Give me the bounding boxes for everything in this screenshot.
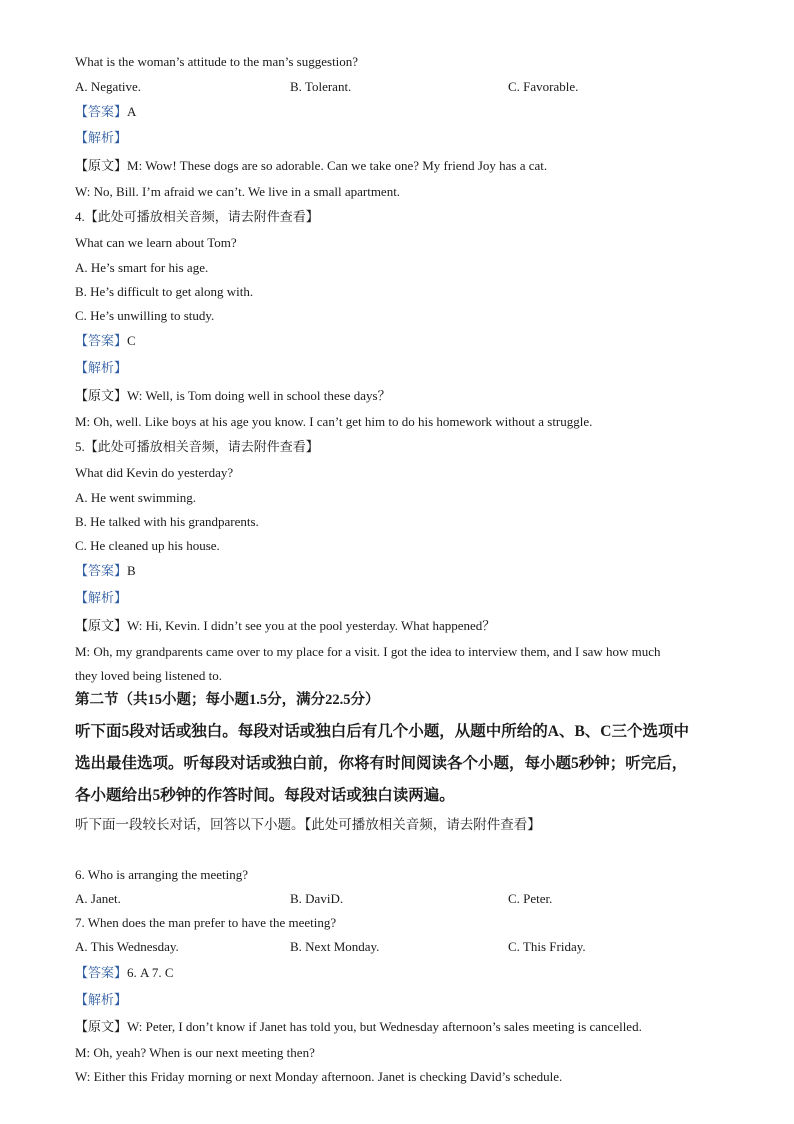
q7-option-b: B. Next Monday. [290,939,380,954]
original-tag: 【原文】 [75,158,128,173]
answer-tag: 【答案】 [75,104,128,119]
q6-option-c: C. Peter. [508,891,553,906]
answer-value: A [127,104,137,119]
q4-analysis-tag: 【解析】 [75,360,128,375]
instruction-line-3: 各小题给出5秒钟的作答时间。每段对话或独白读两遍。 [75,787,455,804]
q6-7-analysis-tag: 【解析】 [75,992,128,1007]
q3-option-c: C. Favorable. [508,79,579,94]
original-tag: 【原文】 [75,618,128,633]
answer-tag: 【答案】 [75,965,128,980]
section2-instructions [75,716,725,812]
instruction-line-2: 选出最佳选项。听每段对话或独白前，你将有时间阅读各个小题，每小题5秒钟；听完后， [75,755,688,772]
instruction-line-1: 听下面5段对话或独白。每段对话或独白后有几个小题，从题中所给的A、B、C三个选项中 [75,723,689,740]
answer-tag: 【答案】 [75,563,128,578]
q5-option-a: A. He went swimming. [75,490,196,505]
q7-question: 7. When does the man prefer to have the meeting? [75,915,337,930]
answer-value: C [127,333,136,348]
section2-title: 第二节（共15小题；每小题1.5分，满分22.5分） [75,692,380,708]
q6-7-original-3: W: Either this Friday morning or next Monday afternoon. Janet is checking David’s schedule. [75,1069,563,1084]
q3-analysis-tag: 【解析】 [75,130,128,145]
q5-original-2: M: Oh, my grandparents came over to my place for a visit. I got the idea to interview them, and I saw how much [75,644,661,659]
q3-original-1 [75,158,547,174]
q5-question: What did Kevin do yesterday? [75,465,234,480]
q6-option-a: A. Janet. [75,891,121,906]
original-text: W: Peter, I don’t know if Janet has told you, but Wednesday afternoon’s sales meeting is cancelled. [127,1019,642,1034]
q4-original-1 [75,388,391,404]
q5-answer [75,563,136,579]
q3-original-2: W: No, Bill. I’m afraid we can’t. We live in a small apartment. [75,184,401,199]
q4-option-b: B. He’s difficult to get along with. [75,284,254,299]
q3-option-b: B. Tolerant. [290,79,352,94]
original-tag: 【原文】 [75,1019,128,1034]
q3-question: What is the woman’s attitude to the man’s suggestion? [75,54,359,69]
q6-7-answer [75,965,174,981]
section2-sub-instruction: 听下面一段较长对话，回答以下小题。【此处可播放相关音频，请去附件查看】 [75,817,541,832]
q4-original-2: M: Oh, well. Like boys at his age you know. I can’t get him to do his homework without a struggle. [75,414,593,429]
q4-question: What can we learn about Tom? [75,235,237,250]
original-text: W: Hi, Kevin. I didn’t see you at the pool yesterday. What happened？ [127,618,496,633]
answer-value: B [127,563,136,578]
original-text: M: Wow! These dogs are so adorable. Can we take one? My friend Joy has a cat. [127,158,548,173]
original-tag: 【原文】 [75,388,128,403]
q4-option-a: A. He’s smart for his age. [75,260,209,275]
q5-header: 5.【此处可播放相关音频，请去附件查看】 [75,439,319,454]
q7-option-c: C. This Friday. [508,939,586,954]
q4-option-c: C. He’s unwilling to study. [75,308,215,323]
original-text: W: Well, is Tom doing well in school these days？ [127,388,391,403]
q5-original-3: they loved being listened to. [75,668,222,683]
q6-question: 6. Who is arranging the meeting? [75,867,249,882]
q6-7-original-1 [75,1019,642,1035]
q5-analysis-tag: 【解析】 [75,590,128,605]
answer-tag: 【答案】 [75,333,128,348]
q6-option-b: B. DaviD. [290,891,344,906]
q7-option-a: A. This Wednesday. [75,939,179,954]
q3-answer [75,104,136,120]
q4-header: 4.【此处可播放相关音频，请去附件查看】 [75,209,319,224]
q3-option-a: A. Negative. [75,79,142,94]
q6-7-original-2: M: Oh, yeah? When is our next meeting then? [75,1045,315,1060]
q5-option-b: B. He talked with his grandparents. [75,514,259,529]
q4-answer [75,333,136,349]
q5-original-1 [75,618,495,634]
answer-value: 6. A 7. C [127,965,174,980]
q5-option-c: C. He cleaned up his house. [75,538,220,553]
